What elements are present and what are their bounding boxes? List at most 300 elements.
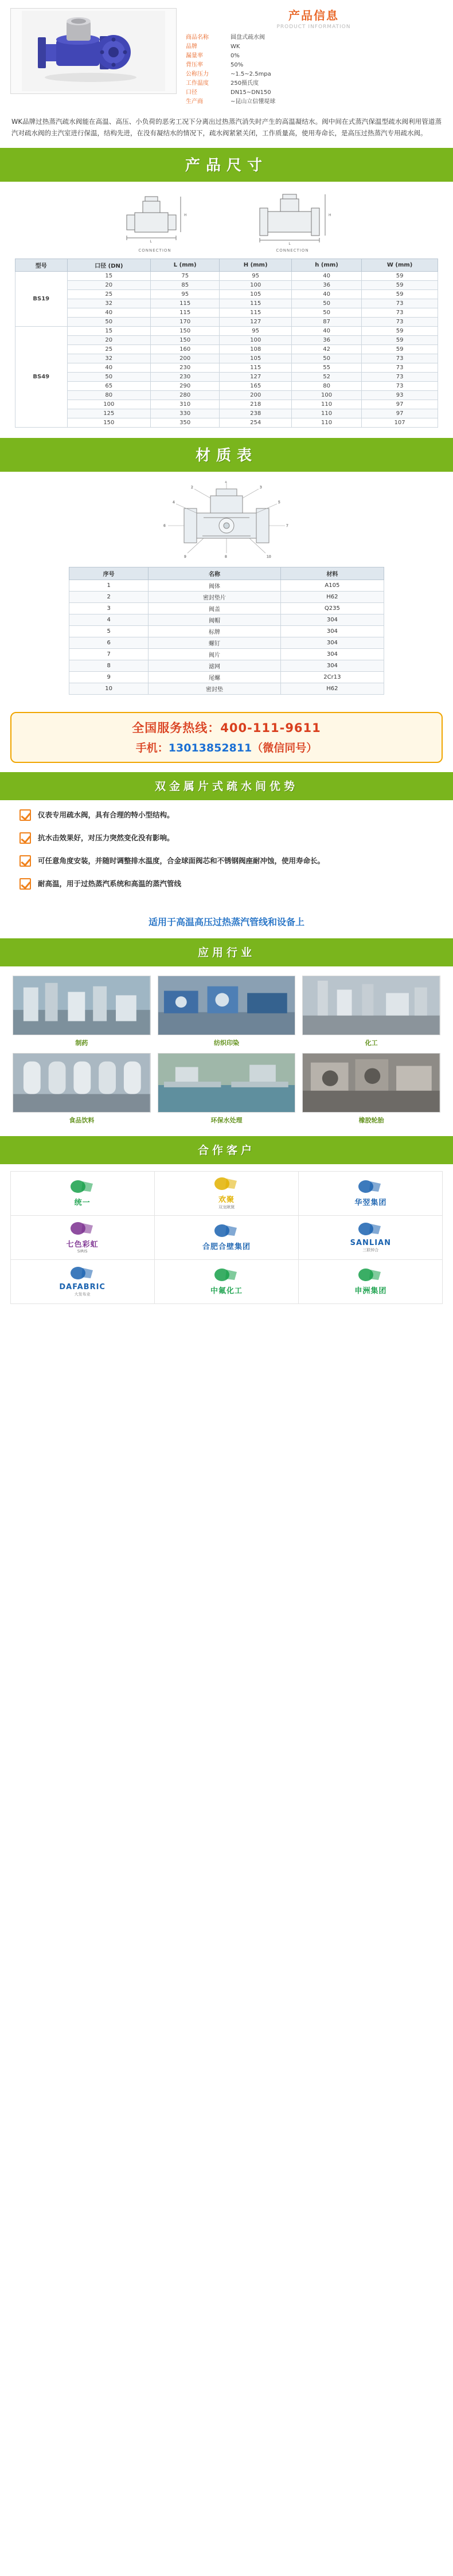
spec-key: 背压率: [186, 62, 203, 68]
wechat-note: （微信同号）: [252, 742, 318, 754]
customer-logo-cell: [154, 1259, 299, 1304]
table-cell: 100: [67, 400, 151, 409]
industry-photo: [13, 976, 151, 1035]
table-cell: 73: [362, 373, 438, 382]
svg-text:5: 5: [278, 500, 280, 504]
chemical-plant-photo: [303, 976, 440, 1035]
table-row: [15, 290, 438, 299]
table-cell: 115: [220, 299, 292, 308]
col-header: H (mm): [220, 259, 292, 272]
table-cell: 230: [151, 363, 220, 373]
table-cell: 8: [69, 660, 149, 672]
industry-photo: [158, 976, 296, 1035]
table-cell: 59: [362, 345, 438, 354]
customer-logo-mark: [70, 1179, 95, 1196]
table-row: [15, 354, 438, 363]
spec-row: [185, 88, 443, 97]
table-cell: 40: [67, 363, 151, 373]
col-header: 型号: [15, 259, 68, 272]
advantages-list: [0, 800, 453, 907]
customer-logo-cell: [154, 1171, 299, 1216]
customer-name: 申洲集团: [354, 1287, 387, 1295]
table-cell: 50: [291, 299, 361, 308]
spec-key: 口径: [186, 89, 197, 96]
dimensions-banner-title: 产品尺寸: [185, 157, 268, 174]
table-cell: 280: [151, 391, 220, 400]
table-cell: 40: [291, 272, 361, 281]
table-row: [15, 418, 438, 428]
table-cell: 36: [291, 336, 361, 345]
table-cell: 97: [362, 409, 438, 418]
table-cell: 滤网: [149, 660, 280, 672]
table-cell: 密封垫片: [149, 592, 280, 603]
table-cell: 100: [291, 391, 361, 400]
table-cell: 73: [362, 354, 438, 363]
table-cell: 50: [67, 373, 151, 382]
table-cell: 3: [69, 603, 149, 614]
model-cell: BS19: [15, 272, 68, 327]
spec-key: 公称压力: [186, 71, 209, 77]
product-info-block: [185, 8, 443, 107]
table-cell: 59: [362, 327, 438, 336]
table-cell: 40: [291, 327, 361, 336]
industry-photo: [302, 1053, 440, 1113]
table-row: [69, 626, 384, 637]
table-cell: 尾螺: [149, 672, 280, 683]
industry-item: [302, 976, 440, 1047]
col-header: W (mm): [362, 259, 438, 272]
table-cell: 75: [151, 272, 220, 281]
industry-photo: [158, 1053, 296, 1113]
table-cell: 110: [291, 418, 361, 428]
table-cell: A105: [280, 580, 384, 592]
table-cell: 238: [220, 409, 292, 418]
table-cell: 200: [151, 354, 220, 363]
table-cell: 304: [280, 649, 384, 660]
industry-photo: [302, 976, 440, 1035]
spec-key: 品牌: [186, 44, 197, 50]
table-cell: 50: [291, 354, 361, 363]
product-spec-table: [185, 33, 443, 107]
svg-text:4: 4: [173, 500, 175, 504]
table-cell: 阀体: [149, 580, 280, 592]
customers-banner-title: 合作客户: [197, 1144, 255, 1157]
mobile-label: 手机：: [135, 742, 169, 754]
svg-text:9: 9: [184, 555, 186, 559]
svg-text:3: 3: [260, 486, 262, 490]
table-cell: 115: [151, 308, 220, 318]
table-cell: 40: [67, 308, 151, 318]
customer-logo-mark: [354, 1179, 386, 1196]
table-cell: 59: [362, 290, 438, 299]
industries-banner-title: 应用行业: [197, 946, 255, 959]
industry-label: 食品饮料: [69, 1117, 95, 1124]
table-cell: 32: [67, 354, 151, 363]
industry-item: [13, 976, 151, 1047]
industry-label: 纺织印染: [213, 1039, 239, 1047]
customer-subtitle: SIRIS: [77, 1249, 88, 1254]
table-cell: 107: [362, 418, 438, 428]
material-table: [69, 567, 384, 695]
table-row: [69, 603, 384, 614]
table-cell: 9: [69, 672, 149, 683]
table-cell: 105: [220, 354, 292, 363]
customer-logo-mark: [214, 1176, 239, 1193]
customer-logo-cell: [154, 1215, 299, 1260]
spec-value: WK: [231, 44, 240, 50]
table-cell: 80: [67, 391, 151, 400]
spec-row: [185, 52, 443, 61]
industry-label: 环保水处理: [210, 1117, 243, 1124]
table-cell: 59: [362, 281, 438, 290]
hotline-number: 400-111-9611: [220, 721, 321, 735]
table-row: [15, 400, 438, 409]
material-banner-title: 材质表: [195, 447, 257, 464]
table-cell: 10: [69, 683, 149, 695]
svg-text:1: 1: [225, 481, 227, 484]
table-row: [15, 318, 438, 327]
table-row: [69, 580, 384, 592]
textile-plant-photo: [158, 976, 295, 1035]
table-cell: 25: [67, 345, 151, 354]
product-info-title-cn: 产品信息: [288, 9, 339, 22]
table-row: [69, 672, 384, 683]
mobile-number: 13013852811: [168, 742, 252, 754]
model-cell: BS49: [15, 327, 68, 428]
table-cell: 350: [151, 418, 220, 428]
table-cell: 4: [69, 614, 149, 626]
material-banner: [0, 438, 453, 472]
table-cell: 65: [67, 382, 151, 391]
drawing-caption: CONNECTION: [276, 248, 309, 253]
table-cell: 150: [151, 327, 220, 336]
product-info-section: [0, 0, 453, 111]
table-row: [15, 299, 438, 308]
customer-name: 合肥合壁集团: [202, 1243, 251, 1251]
industry-item: [13, 1053, 151, 1125]
table-row: [15, 409, 438, 418]
table-cell: 125: [67, 409, 151, 418]
customer-name: 欢聚: [218, 1196, 235, 1204]
table-cell: 59: [362, 336, 438, 345]
spec-key: 商品名称: [186, 34, 209, 41]
table-row: [69, 637, 384, 649]
table-row: [15, 336, 438, 345]
table-cell: 55: [291, 363, 361, 373]
table-row: [69, 660, 384, 672]
hotline-label: 全国服务热线：: [132, 721, 221, 735]
customer-logo-mark: [350, 1222, 391, 1239]
table-cell: 6: [69, 637, 149, 649]
svg-text:2: 2: [191, 486, 193, 490]
table-cell: 59: [362, 272, 438, 281]
table-cell: 73: [362, 382, 438, 391]
table-cell: 25: [67, 290, 151, 299]
dimensions-table: [15, 259, 438, 428]
svg-text:10: 10: [267, 555, 271, 559]
industry-photo: [13, 1053, 151, 1113]
table-cell: 160: [151, 345, 220, 354]
table-cell: 304: [280, 637, 384, 649]
table-cell: 螺钉: [149, 637, 280, 649]
table-row: [69, 649, 384, 660]
table-cell: 5: [69, 626, 149, 637]
table-header-row: [69, 567, 384, 580]
hotline-line-2: [11, 739, 442, 755]
spec-row: [185, 61, 443, 70]
spec-value: ~1.5~2.5mpa: [231, 71, 271, 77]
table-cell: 密封垫: [149, 683, 280, 695]
table-cell: H62: [280, 592, 384, 603]
table-row: [15, 281, 438, 290]
table-cell: 32: [67, 299, 151, 308]
customer-name: DAFABRIC: [59, 1283, 106, 1291]
table-cell: 115: [220, 308, 292, 318]
table-cell: 150: [151, 336, 220, 345]
advantage-item: [19, 855, 434, 867]
table-cell: 330: [151, 409, 220, 418]
material-drawing: [0, 472, 453, 565]
spec-key: 工作温度: [186, 80, 209, 87]
customer-logo-cell: [10, 1259, 155, 1304]
customer-logo-mark: [67, 1221, 99, 1238]
table-cell: 108: [220, 345, 292, 354]
valve-dimension-diagram-1: [106, 190, 204, 245]
hotline-box: [10, 712, 443, 763]
advantage-text: 抗水击效果好，对压力突然变化没有影响。: [38, 833, 174, 842]
table-row: [15, 272, 438, 281]
table-cell: 115: [151, 299, 220, 308]
product-photo: [10, 8, 177, 94]
table-cell: 105: [220, 290, 292, 299]
table-cell: 100: [220, 336, 292, 345]
industry-item: [158, 1053, 296, 1125]
table-cell: 310: [151, 400, 220, 409]
table-cell: 20: [67, 281, 151, 290]
food-beverage-plant-photo: [13, 1054, 150, 1112]
check-icon: [19, 855, 31, 867]
customer-logo-cell: [298, 1259, 443, 1304]
table-cell: 100: [220, 281, 292, 290]
table-cell: 阀片: [149, 649, 280, 660]
dimension-drawing-2: [238, 190, 347, 253]
valve-dimension-diagram-2: [238, 190, 347, 245]
pharma-plant-photo: [13, 976, 150, 1035]
col-header: 材料: [280, 567, 384, 580]
advantage-text: 仪表专用疏水阀，具有合理的特小型结构。: [38, 811, 174, 819]
table-cell: 15: [67, 327, 151, 336]
rubber-tire-plant-photo: [303, 1054, 440, 1112]
table-header-row: [15, 259, 438, 272]
table-cell: 170: [151, 318, 220, 327]
table-row: [15, 363, 438, 373]
table-cell: H62: [280, 683, 384, 695]
table-cell: 52: [291, 373, 361, 382]
spec-row: [185, 42, 443, 52]
customer-subtitle: 双龙瞅黛: [218, 1205, 235, 1209]
table-cell: 110: [291, 400, 361, 409]
table-cell: 2Cr13: [280, 672, 384, 683]
check-icon: [19, 878, 31, 890]
check-icon: [19, 832, 31, 844]
valve-photo-illustration: [22, 11, 165, 91]
col-header: 序号: [69, 567, 149, 580]
customer-name: 中氟化工: [210, 1287, 243, 1295]
table-row: [15, 382, 438, 391]
industry-item: [158, 976, 296, 1047]
customer-logo-cell: [298, 1215, 443, 1260]
spec-value: 圆盘式疏水阀: [231, 34, 265, 41]
svg-text:L: L: [288, 242, 291, 245]
table-cell: 阀盖: [149, 603, 280, 614]
table-row: [15, 391, 438, 400]
spec-key: 生产商: [186, 99, 203, 105]
dimension-drawing-1: [106, 190, 204, 253]
svg-text:H: H: [329, 213, 331, 217]
valve-section-diagram: [135, 481, 318, 561]
table-cell: 40: [291, 290, 361, 299]
table-cell: 150: [67, 418, 151, 428]
table-cell: 165: [220, 382, 292, 391]
spec-value: DN15~DN150: [231, 89, 271, 96]
col-header: h (mm): [291, 259, 361, 272]
spec-row: [185, 79, 443, 88]
customer-name: SANLIAN: [350, 1239, 391, 1247]
product-info-title-en: PRODUCT INFORMATION: [276, 24, 351, 30]
table-cell: 230: [151, 373, 220, 382]
table-cell: 20: [67, 336, 151, 345]
table-cell: 200: [220, 391, 292, 400]
table-cell: 304: [280, 626, 384, 637]
customer-subtitle: 三联钟合: [362, 1248, 379, 1252]
table-cell: 1: [69, 580, 149, 592]
spec-value: 0%: [231, 53, 240, 59]
table-cell: 127: [220, 318, 292, 327]
spec-value: 250摄氏度: [231, 80, 259, 87]
customer-logo-cell: [10, 1171, 155, 1216]
advantage-item: [19, 809, 434, 821]
advantage-text: 耐高温，用于过热蒸汽系统和高温的蒸汽管线: [38, 879, 182, 888]
table-cell: 95: [151, 290, 220, 299]
table-row: [69, 614, 384, 626]
table-cell: 50: [291, 308, 361, 318]
table-row: [15, 327, 438, 336]
svg-text:7: 7: [286, 524, 288, 528]
col-header: 名称: [149, 567, 280, 580]
drawing-caption: CONNECTION: [138, 248, 171, 253]
table-cell: 93: [362, 391, 438, 400]
table-cell: 110: [291, 409, 361, 418]
table-cell: 80: [291, 382, 361, 391]
advantages-banner-title: 双金属片式疏水间优势: [154, 780, 298, 793]
customer-logo-mark: [59, 1266, 106, 1283]
col-header: 口径 (DN): [67, 259, 151, 272]
spec-value: ~昆山立信懂堤球: [231, 99, 276, 105]
industry-label: 化工: [365, 1039, 378, 1047]
table-cell: 304: [280, 660, 384, 672]
col-header: L (mm): [151, 259, 220, 272]
customer-name: 华翌集团: [354, 1199, 387, 1207]
table-cell: 标牌: [149, 626, 280, 637]
dimensions-banner: [0, 148, 453, 182]
table-cell: 73: [362, 308, 438, 318]
table-cell: 73: [362, 318, 438, 327]
table-row: [15, 345, 438, 354]
customer-name: 统一: [74, 1199, 91, 1207]
table-cell: 42: [291, 345, 361, 354]
svg-text:H: H: [184, 213, 187, 217]
table-cell: 115: [220, 363, 292, 373]
table-cell: 50: [67, 318, 151, 327]
advantage-item: [19, 832, 434, 844]
hotline-line-1: [11, 719, 442, 736]
customer-logo-cell: [298, 1171, 443, 1216]
customer-subtitle: 大发布业: [74, 1292, 91, 1297]
advantage-text: 可任意角度安装，并随时调整排水温度，合金球面阀芯和不锈钢阀座耐冲蚀，使用寿命长。: [38, 856, 325, 865]
spec-value: 50%: [231, 62, 244, 68]
table-cell: 95: [220, 272, 292, 281]
water-treatment-photo: [158, 1054, 295, 1112]
customer-logo-cell: [10, 1215, 155, 1260]
table-cell: Q235: [280, 603, 384, 614]
table-row: [15, 373, 438, 382]
industry-item: [302, 1053, 440, 1125]
table-cell: 127: [220, 373, 292, 382]
spec-row: [185, 33, 443, 42]
dimension-drawings: [0, 182, 453, 254]
customer-logo-mark: [202, 1223, 251, 1240]
svg-text:8: 8: [225, 555, 227, 559]
application-strip: 适用于高温高压过热蒸汽管线和设备上: [148, 917, 304, 927]
spec-row: [185, 97, 443, 107]
customers-banner: [0, 1136, 453, 1164]
industry-label: 制药: [75, 1039, 88, 1047]
table-cell: 87: [291, 318, 361, 327]
customer-logo-mark: [354, 1267, 386, 1285]
table-cell: 97: [362, 400, 438, 409]
industry-label: 橡胶轮胎: [358, 1117, 384, 1124]
table-cell: 7: [69, 649, 149, 660]
table-row: [15, 308, 438, 318]
table-cell: 73: [362, 363, 438, 373]
customer-name: 七色彩虹: [66, 1240, 99, 1249]
table-cell: 95: [220, 327, 292, 336]
table-cell: 36: [291, 281, 361, 290]
advantages-banner: [0, 772, 453, 800]
table-cell: 290: [151, 382, 220, 391]
industries-grid: [0, 966, 453, 1136]
table-cell: 85: [151, 281, 220, 290]
industries-banner: [0, 938, 453, 966]
customer-logo-mark: [210, 1267, 243, 1285]
table-row: [69, 592, 384, 603]
product-intro-text: WK品牌过热蒸汽疏水阀能在高温、高压、小负荷的恶劣工况下分离出过热蒸汽消失时产生的高温凝结水。阀中间在式蒸汽保温型疏水阀利用管道蒸汽对疏水阀的主汽室进行保温，结构先进，在没有凝结水的情况下，疏水阀紧紧关闭，工作质量高，使用寿命长，是高压过热蒸汽专用疏水阀。: [11, 118, 442, 137]
table-cell: 254: [220, 418, 292, 428]
material-table-wrap: [0, 565, 453, 706]
check-icon: [19, 809, 31, 821]
svg-text:6: 6: [163, 524, 166, 528]
dimensions-table-wrap: [0, 254, 453, 438]
table-cell: 73: [362, 299, 438, 308]
customers-grid: [0, 1164, 453, 1317]
table-row: [69, 683, 384, 695]
advantage-item: [19, 878, 434, 890]
svg-text:L: L: [150, 240, 152, 244]
table-cell: 2: [69, 592, 149, 603]
spec-key: 漏量率: [186, 53, 203, 59]
table-cell: 218: [220, 400, 292, 409]
table-cell: 阀帽: [149, 614, 280, 626]
